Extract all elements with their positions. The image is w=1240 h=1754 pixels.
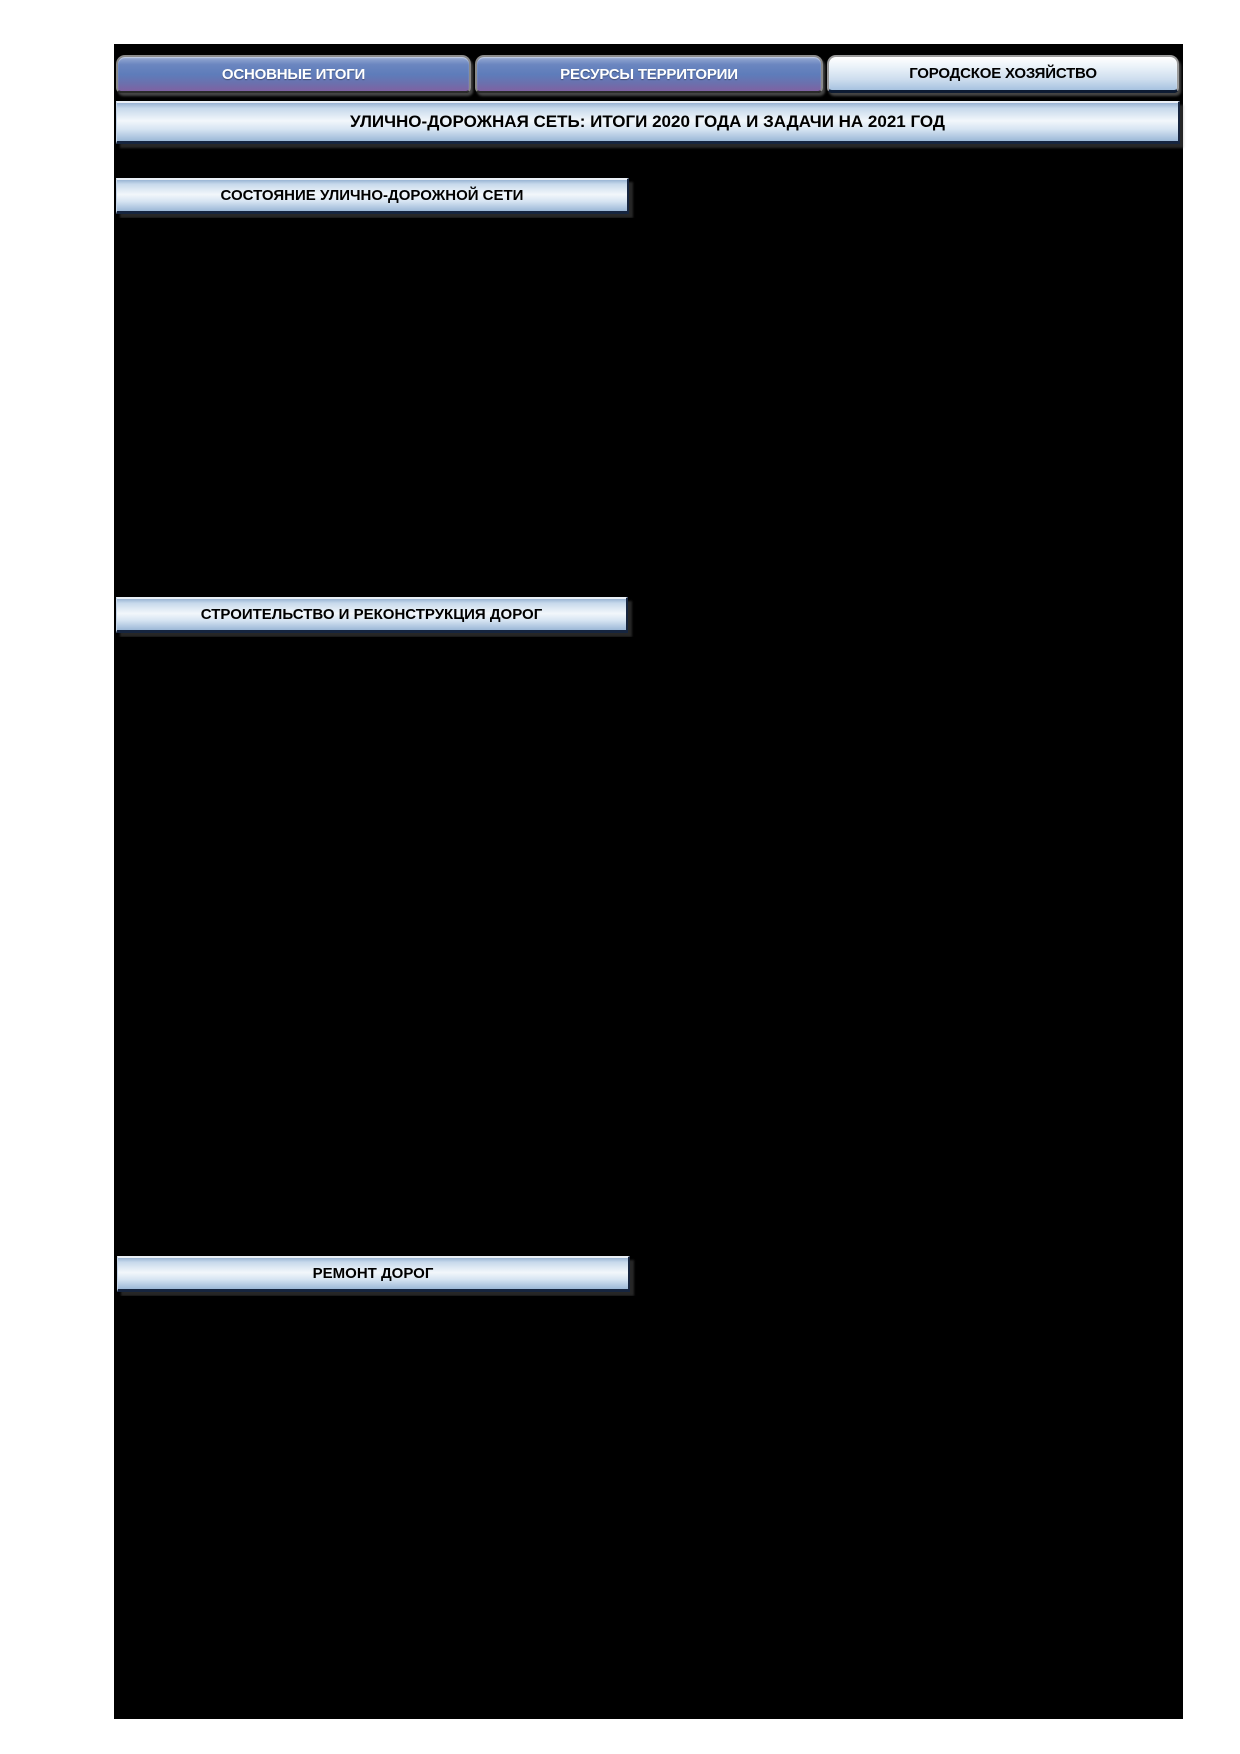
section-content-road-construction (116, 637, 1176, 1247)
section-header-road-network-condition (116, 178, 629, 214)
tab-city-services[interactable] (827, 55, 1179, 93)
section-header-road-network-condition-label: СОСТОЯНИЕ УЛИЧНО-ДОРОЖНОЙ СЕТИ (220, 186, 524, 204)
tab-territory-resources-label: РЕСУРСЫ ТЕРРИТОРИИ (560, 65, 738, 83)
section-header-road-repair-label: РЕМОНТ ДОРОГ (312, 1264, 434, 1282)
section-content-road-repair (116, 1296, 1176, 1714)
page-title-bar (116, 101, 1180, 144)
tab-city-services-label: ГОРОДСКОЕ ХОЗЯЙСТВО (909, 65, 1097, 82)
section-header-road-repair (117, 1256, 630, 1292)
tab-main-results[interactable] (116, 55, 471, 93)
section-header-road-construction-label: СТРОИТЕЛЬСТВО И РЕКОНСТРУКЦИЯ ДОРОГ (200, 605, 543, 623)
tab-main-results-label: ОСНОВНЫЕ ИТОГИ (221, 65, 366, 83)
section-content-road-network-condition (116, 218, 1176, 588)
section-header-road-construction (116, 597, 628, 633)
page-title: УЛИЧНО-ДОРОЖНАЯ СЕТЬ: ИТОГИ 2020 ГОДА И ЗАДАЧИ НА 2021 ГОД (350, 111, 945, 131)
tab-territory-resources[interactable] (475, 55, 823, 93)
